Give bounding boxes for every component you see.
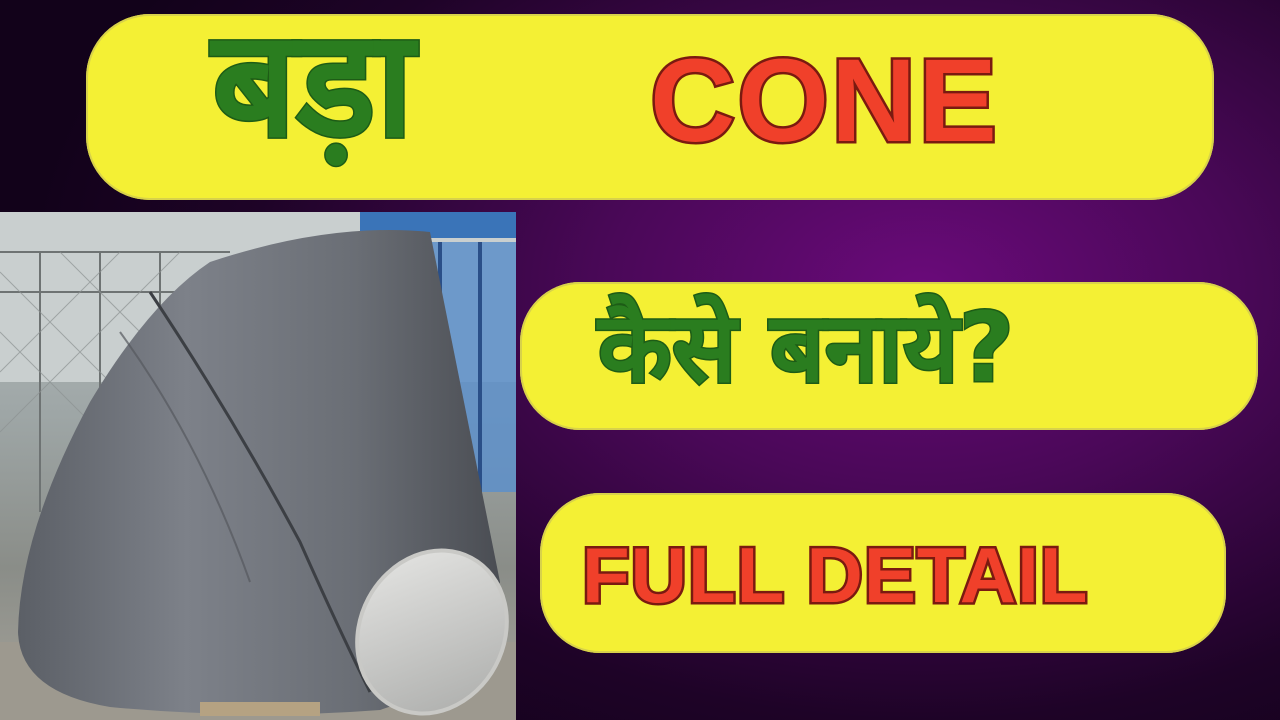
cone-photo: [0, 212, 516, 720]
full-detail-text: FULL DETAIL: [582, 531, 1089, 619]
steel-cone-illustration: [0, 212, 516, 720]
headline-hindi-text: बड़ा: [212, 0, 415, 170]
headline-cone-text: CONE: [650, 35, 999, 167]
question-text: कैसे बनाये?: [598, 292, 1015, 404]
